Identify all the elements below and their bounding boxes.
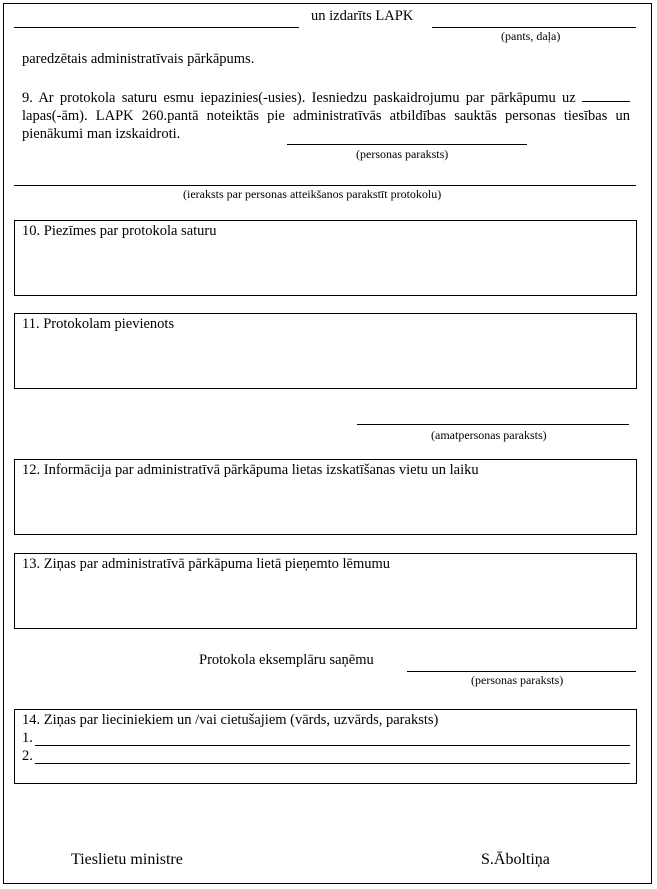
witness-row-1-line[interactable] [35, 745, 630, 746]
witness-row-2-line[interactable] [35, 763, 630, 764]
person-signature-line-9 [287, 144, 527, 145]
refusal-caption: (ieraksts par personas atteikšanos parakstīt protokolu) [183, 187, 442, 201]
witness-row-1-number: 1. [22, 730, 33, 746]
section-11-box[interactable] [14, 313, 637, 389]
witness-row-2-number: 2. [22, 748, 33, 764]
footer-minister-name: S.Āboltiņa [481, 851, 550, 868]
received-label: Protokola eksemplāru saņēmu [199, 652, 374, 668]
section-10-box[interactable] [14, 220, 637, 296]
section-12-box[interactable] [14, 459, 637, 535]
section-9-text-a: 9. Ar protokola saturu esmu iepazinies(-usies). Iesniedzu paskaidrojumu par pārkāpumu uz [22, 90, 576, 106]
caption-pants-dala: (pants, daļa) [501, 29, 561, 43]
section-11-label: 11. Protokolam pievienots [22, 316, 175, 332]
top-mid-text: un izdarīts LAPK [311, 8, 414, 24]
section-14-label: 14. Ziņas par lieciniekiem un /vai cietušajiem (vārds, uzvārds, paraksts) [22, 712, 439, 728]
official-signature-caption: (amatpersonas paraksts) [431, 428, 547, 442]
pages-count-blank[interactable] [582, 89, 630, 102]
section-13-box[interactable] [14, 553, 637, 629]
top-right-blank-line [432, 27, 636, 28]
person-signature-caption-9: (personas paraksts) [356, 147, 449, 161]
section-10-label: 10. Piezīmes par protokola saturu [22, 223, 217, 239]
section-13-label: 13. Ziņas par administratīvā pārkāpuma lietā pieņemto lēmumu [22, 556, 391, 572]
paredzetais-text: paredzētais administratīvais pārkāpums. [22, 51, 255, 67]
received-signature-line [407, 671, 636, 672]
official-signature-line [357, 424, 629, 425]
section-9-text-b: lapas(-ām). LAPK 260.pantā noteiktās pie administratīvās atbildības sauktās personas tiesības un pienākumi man izskaidroti. [22, 108, 630, 142]
received-signature-caption: (personas paraksts) [471, 673, 564, 687]
section-9-paragraph [22, 89, 630, 143]
footer-minister-title: Tieslietu ministre [71, 851, 183, 868]
section-14-box [14, 709, 637, 784]
refusal-line [14, 185, 636, 186]
top-left-blank-line [14, 27, 299, 28]
section-12-label: 12. Informācija par administratīvā pārkāpuma lietas izskatīšanas vietu un laiku [22, 462, 479, 478]
